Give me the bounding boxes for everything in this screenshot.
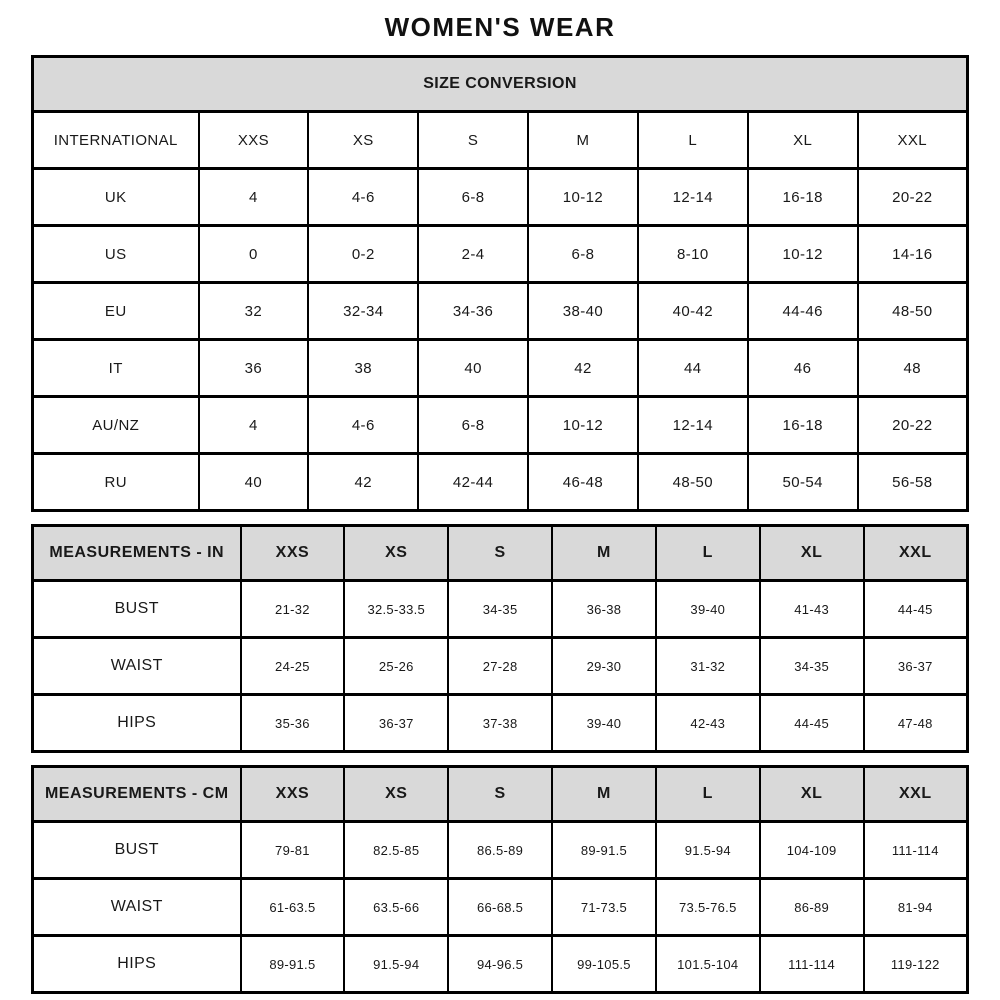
table-row-hips <box>33 936 968 993</box>
table-cell: 89-91.5 <box>552 822 656 879</box>
size-header-cell: XL <box>748 112 858 169</box>
table-header-row <box>33 112 968 169</box>
table-cell: 37-38 <box>448 695 552 752</box>
table-cell: 12-14 <box>638 169 748 226</box>
table-cell: 44-46 <box>748 283 858 340</box>
table-cell: 32-34 <box>308 283 418 340</box>
table-row-bust <box>33 581 968 638</box>
table-cell: 61-63.5 <box>241 879 345 936</box>
table-cell: 48-50 <box>858 283 968 340</box>
table-row-waist <box>33 879 968 936</box>
table-cell: 35-36 <box>241 695 345 752</box>
table-cell: 36-37 <box>864 638 968 695</box>
size-header-cell: XXS <box>241 767 345 822</box>
table-cell: 34-35 <box>448 581 552 638</box>
table-banner-row <box>33 57 968 112</box>
table-cell: 39-40 <box>656 581 760 638</box>
size-conversion-table <box>31 55 969 512</box>
row-label-cell: US <box>33 226 199 283</box>
table-cell: 86.5-89 <box>448 822 552 879</box>
table-cell: 4-6 <box>308 397 418 454</box>
size-header-cell: L <box>656 526 760 581</box>
size-conversion-banner: SIZE CONVERSION <box>33 57 968 112</box>
row-label-cell: HIPS <box>33 695 241 752</box>
table-cell: 48-50 <box>638 454 748 511</box>
table-cell: 2-4 <box>418 226 528 283</box>
table-row-waist <box>33 638 968 695</box>
table-cell: 82.5-85 <box>344 822 448 879</box>
table-row-bust <box>33 822 968 879</box>
table-cell: 10-12 <box>748 226 858 283</box>
table-cell: 36-38 <box>552 581 656 638</box>
table-cell: 38 <box>308 340 418 397</box>
table-cell: 34-36 <box>418 283 528 340</box>
table-header-row <box>33 526 968 581</box>
table-cell: 20-22 <box>858 397 968 454</box>
table-cell: 91.5-94 <box>656 822 760 879</box>
table-header-row <box>33 767 968 822</box>
row-label-cell: EU <box>33 283 199 340</box>
table-cell: 66-68.5 <box>448 879 552 936</box>
table-cell: 91.5-94 <box>344 936 448 993</box>
table-cell: 16-18 <box>748 169 858 226</box>
table-cell: 4 <box>199 169 309 226</box>
table-cell: 32.5-33.5 <box>344 581 448 638</box>
size-header-cell: XXL <box>864 526 968 581</box>
table-row-it <box>33 340 968 397</box>
size-header-cell: XXL <box>858 112 968 169</box>
table-cell: 34-35 <box>760 638 864 695</box>
table-cell: 41-43 <box>760 581 864 638</box>
table-cell: 44-45 <box>760 695 864 752</box>
row-label-cell: RU <box>33 454 199 511</box>
table-row-us <box>33 226 968 283</box>
table-cell: 86-89 <box>760 879 864 936</box>
table-cell: 50-54 <box>748 454 858 511</box>
size-header-cell: M <box>552 526 656 581</box>
table-cell: 29-30 <box>552 638 656 695</box>
table-cell: 46 <box>748 340 858 397</box>
table-cell: 46-48 <box>528 454 638 511</box>
table-cell: 14-16 <box>858 226 968 283</box>
table-cell: 63.5-66 <box>344 879 448 936</box>
table-cell: 99-105.5 <box>552 936 656 993</box>
table-cell: 25-26 <box>344 638 448 695</box>
table-row-eu <box>33 283 968 340</box>
table-cell: 104-109 <box>760 822 864 879</box>
table-cell: 6-8 <box>418 169 528 226</box>
row-label-cell: BUST <box>33 581 241 638</box>
row-label-cell: IT <box>33 340 199 397</box>
table-row-hips <box>33 695 968 752</box>
table-cell: 38-40 <box>528 283 638 340</box>
table-cell: 24-25 <box>241 638 345 695</box>
table-row-uk <box>33 169 968 226</box>
table-cell: 42-44 <box>418 454 528 511</box>
size-header-cell: XXS <box>241 526 345 581</box>
table-cell: 81-94 <box>864 879 968 936</box>
row-label-cell: AU/NZ <box>33 397 199 454</box>
table-cell: 4 <box>199 397 309 454</box>
table-cell: 47-48 <box>864 695 968 752</box>
row-label-cell: WAIST <box>33 879 241 936</box>
table-cell: 79-81 <box>241 822 345 879</box>
table-cell: 40 <box>199 454 309 511</box>
size-header-cell: S <box>448 767 552 822</box>
table-row-aunz <box>33 397 968 454</box>
table-cell: 48 <box>858 340 968 397</box>
size-header-cell: XL <box>760 767 864 822</box>
size-header-cell: XXS <box>199 112 309 169</box>
table-cell: 36-37 <box>344 695 448 752</box>
table-cell: 89-91.5 <box>241 936 345 993</box>
table-cell: 111-114 <box>760 936 864 993</box>
measurements-cm-table <box>31 765 969 994</box>
table-row-ru <box>33 454 968 511</box>
size-header-cell: M <box>528 112 638 169</box>
table-cell: 21-32 <box>241 581 345 638</box>
table-cell: 10-12 <box>528 169 638 226</box>
table-cell: 0 <box>199 226 309 283</box>
table-cell: 4-6 <box>308 169 418 226</box>
size-header-cell: S <box>448 526 552 581</box>
size-header-cell: XS <box>344 526 448 581</box>
table-cell: 8-10 <box>638 226 748 283</box>
table-cell: 44 <box>638 340 748 397</box>
size-chart-page <box>31 0 969 994</box>
size-header-cell: L <box>638 112 748 169</box>
size-header-cell: XS <box>344 767 448 822</box>
row-label-cell: BUST <box>33 822 241 879</box>
row-label-cell: UK <box>33 169 199 226</box>
table-cell: 56-58 <box>858 454 968 511</box>
row-label-cell: INTERNATIONAL <box>33 112 199 169</box>
table-cell: 42-43 <box>656 695 760 752</box>
table-cell: 16-18 <box>748 397 858 454</box>
table-title-cell: MEASUREMENTS - CM <box>33 767 241 822</box>
row-label-cell: WAIST <box>33 638 241 695</box>
row-label-cell: HIPS <box>33 936 241 993</box>
size-header-cell: XS <box>308 112 418 169</box>
table-cell: 27-28 <box>448 638 552 695</box>
table-cell: 6-8 <box>528 226 638 283</box>
table-cell: 20-22 <box>858 169 968 226</box>
page-title: WOMEN'S WEAR <box>384 12 616 42</box>
table-cell: 42 <box>528 340 638 397</box>
table-cell: 119-122 <box>864 936 968 993</box>
size-header-cell: S <box>418 112 528 169</box>
table-cell: 40-42 <box>638 283 748 340</box>
table-cell: 111-114 <box>864 822 968 879</box>
table-cell: 42 <box>308 454 418 511</box>
table-cell: 36 <box>199 340 309 397</box>
table-cell: 12-14 <box>638 397 748 454</box>
table-cell: 94-96.5 <box>448 936 552 993</box>
table-cell: 32 <box>199 283 309 340</box>
size-header-cell: XXL <box>864 767 968 822</box>
measurements-in-table <box>31 524 969 753</box>
table-cell: 101.5-104 <box>656 936 760 993</box>
table-title-cell: MEASUREMENTS - IN <box>33 526 241 581</box>
table-cell: 73.5-76.5 <box>656 879 760 936</box>
table-cell: 39-40 <box>552 695 656 752</box>
size-header-cell: M <box>552 767 656 822</box>
table-cell: 71-73.5 <box>552 879 656 936</box>
table-cell: 0-2 <box>308 226 418 283</box>
table-cell: 40 <box>418 340 528 397</box>
size-header-cell: L <box>656 767 760 822</box>
table-cell: 6-8 <box>418 397 528 454</box>
table-cell: 31-32 <box>656 638 760 695</box>
table-cell: 10-12 <box>528 397 638 454</box>
table-cell: 44-45 <box>864 581 968 638</box>
size-header-cell: XL <box>760 526 864 581</box>
